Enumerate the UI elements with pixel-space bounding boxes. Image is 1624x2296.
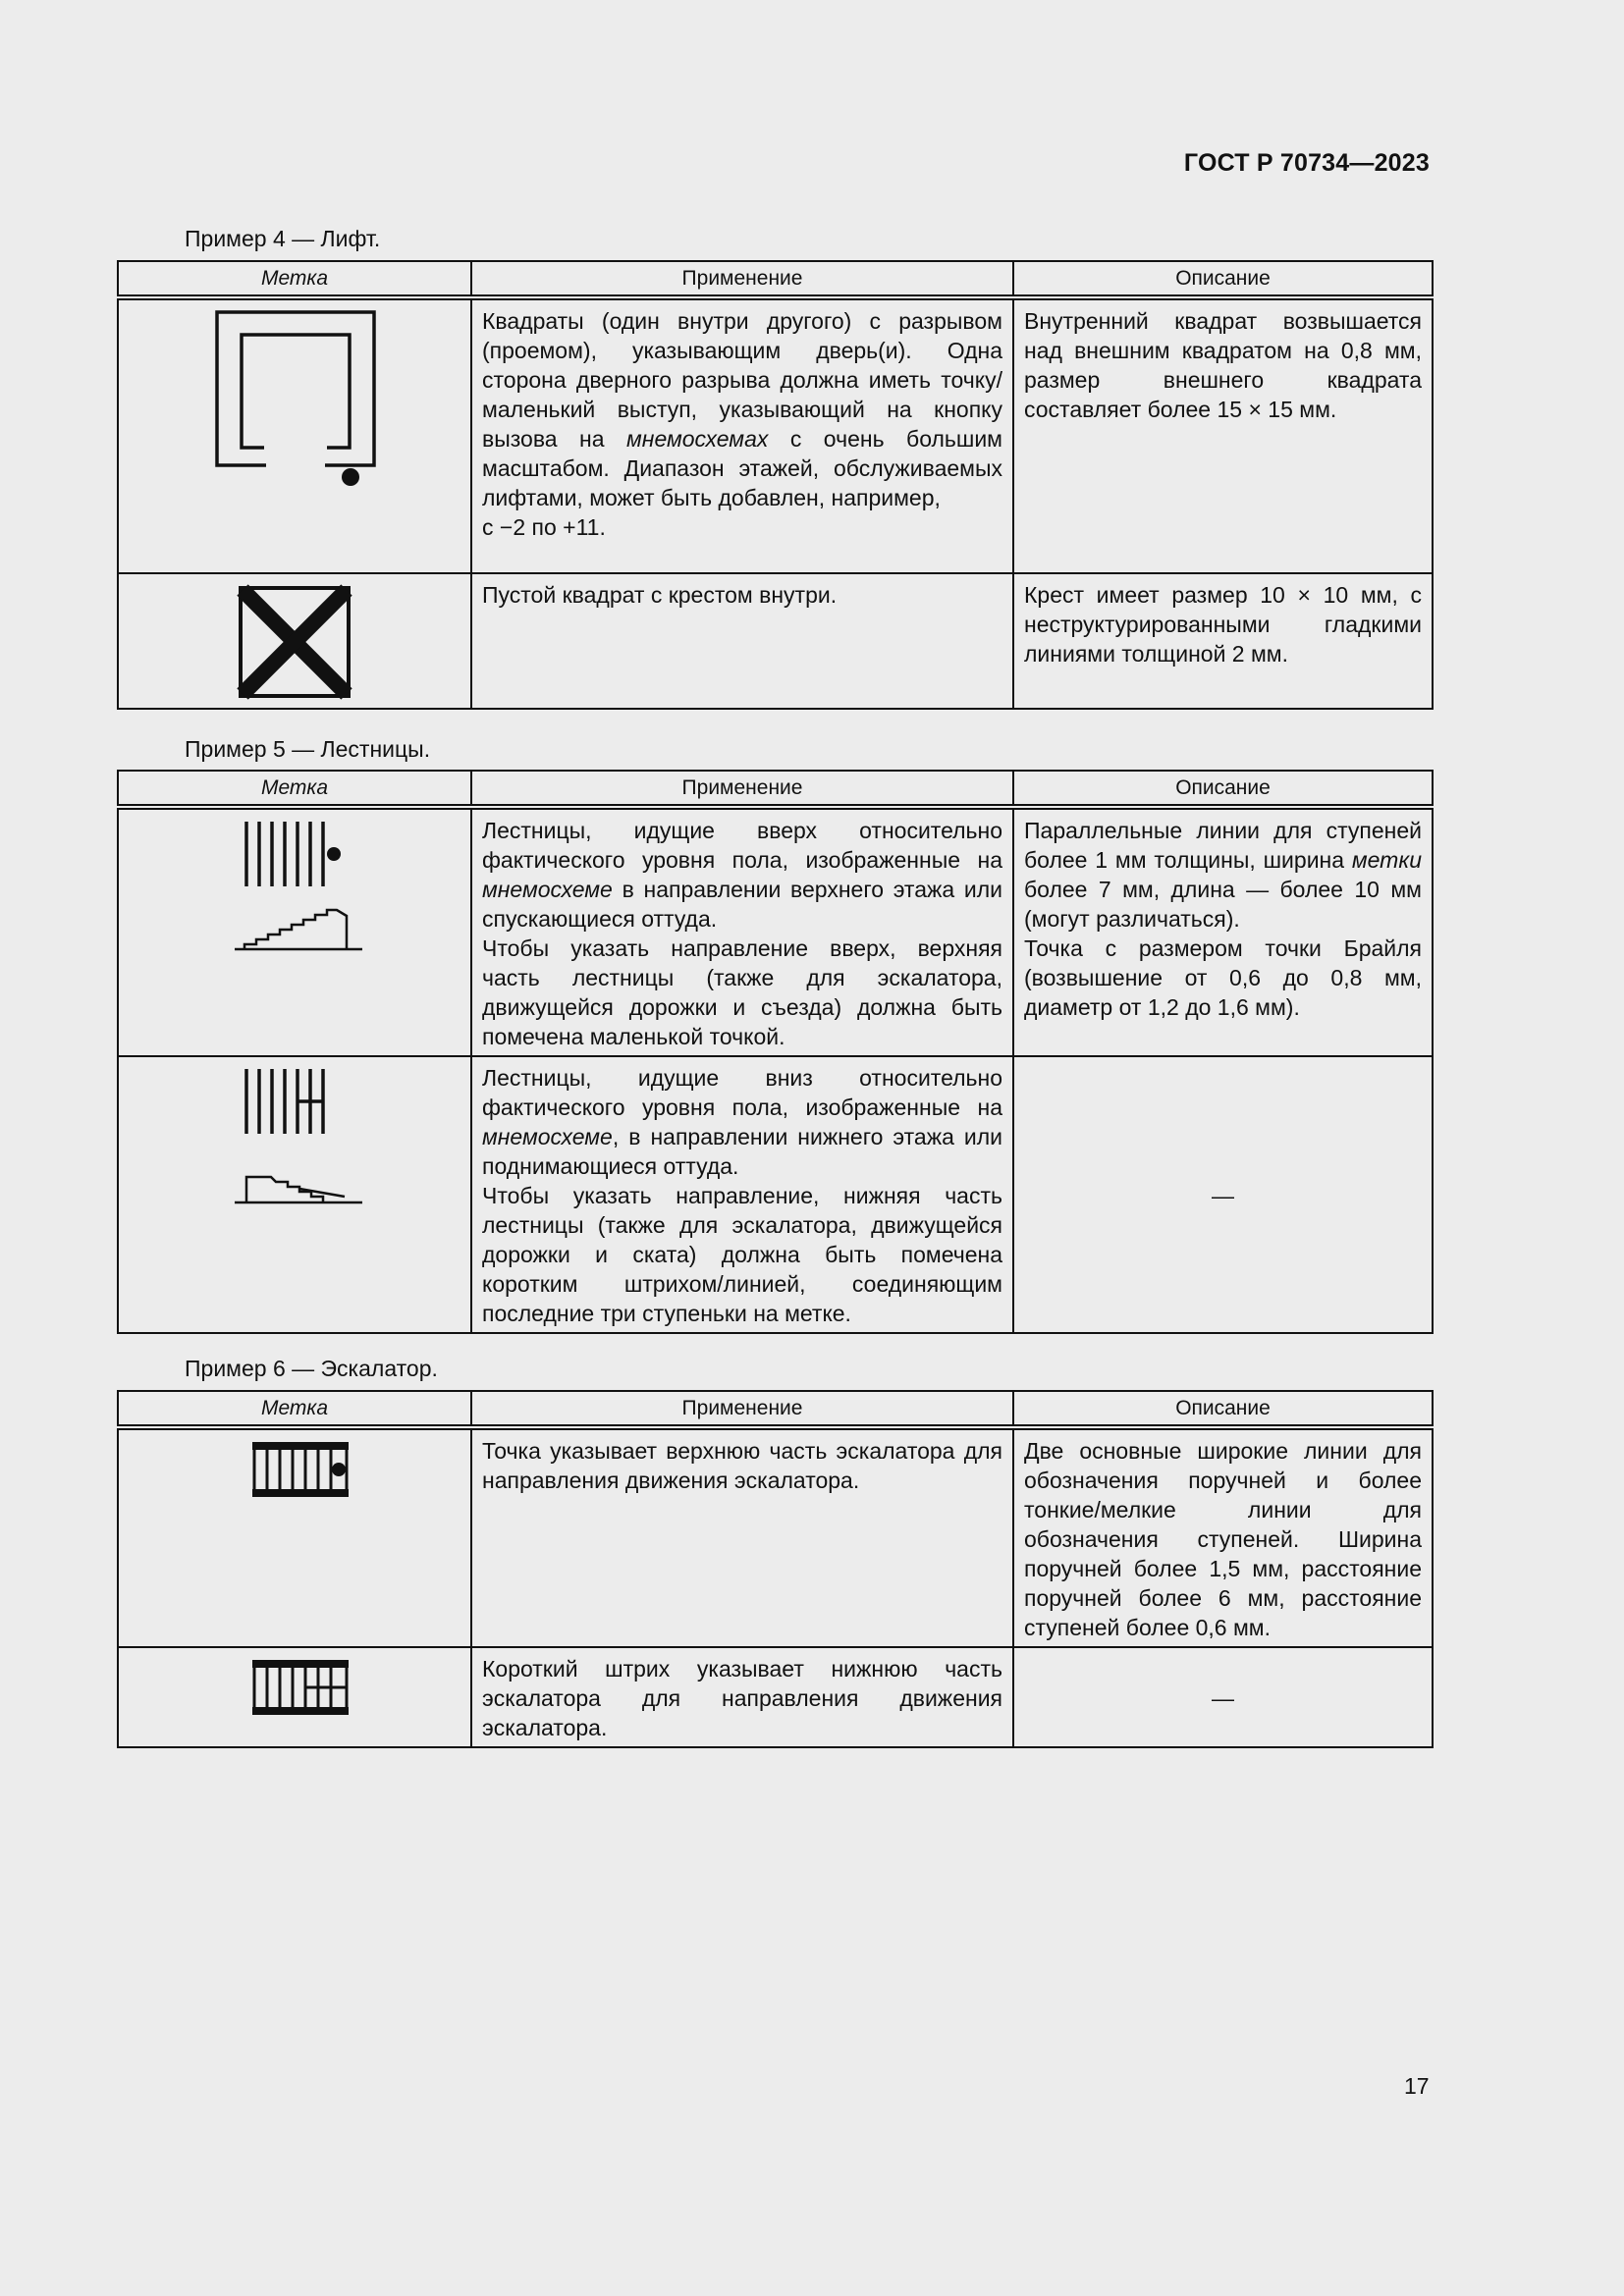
stairs-up-icon	[119, 810, 472, 957]
table-row	[118, 1427, 1433, 1647]
page-number: 17	[1404, 2073, 1430, 2099]
lift-door-icon	[119, 300, 472, 487]
mark-cell	[118, 807, 471, 1056]
table-row	[118, 1056, 1433, 1333]
application-cell: Пустой квадрат с крестом внутри.	[471, 573, 1013, 709]
mark-cell	[118, 1647, 471, 1747]
example-6-table	[117, 1390, 1434, 1748]
application-cell: Короткий штрих указывает нижнюю часть эскалатора для направления движения эскалатора.	[471, 1647, 1013, 1747]
column-header-application: Применение	[471, 771, 1013, 807]
table-row	[118, 807, 1433, 1056]
table-header-row	[118, 1391, 1433, 1427]
application-cell: Точка указывает верхнюю часть эскалатора для направления движения эскалатора.	[471, 1427, 1013, 1647]
mark-cell	[118, 1427, 471, 1647]
application-cell: Лестницы, идущие вниз относительно фактического уровня пола, изображенные на мнемосхеме, в направлении нижнего этажа или поднимающиеся оттуда. Чтобы указать направление, нижняя часть лестницы (также для эскалатора, движущейся дорожки и ската) должна быть помечена коротким штрихом/линией, соединяющим последние три ступеньки на метке.	[471, 1056, 1013, 1333]
mark-cell	[118, 573, 471, 709]
example-5-table	[117, 770, 1434, 1334]
example-5-caption: Пример 5 — Лестницы.	[185, 736, 431, 762]
table-row	[118, 297, 1433, 573]
stairs-down-icon	[119, 1057, 472, 1214]
table-row	[118, 1647, 1433, 1747]
column-header-description: Описание	[1013, 771, 1433, 807]
column-header-application: Применение	[471, 261, 1013, 297]
mark-cell	[118, 1056, 471, 1333]
description-cell: Параллельные линии для ступеней более 1 мм толщины, ширина метки более 7 мм, длина — более 10 мм (могут различаться). Точка с размером точки Брайля (возвышение от 0,6 до 0,8 мм, диаметр от 1,2 до 1,6 мм).	[1013, 807, 1433, 1056]
column-header-mark: Метка	[118, 771, 471, 807]
table-header-row	[118, 771, 1433, 807]
escalator-down-icon	[119, 1648, 472, 1727]
column-header-application: Применение	[471, 1391, 1013, 1427]
application-cell: Квадраты (один внутри другого) с разрывом (проемом), указывающим дверь(и). Одна сторона дверного разрыва должна иметь точку/маленький выступ, указывающий на кнопку вызова на мнемосхемах с очень большим масштабом. Диапазон этажей, обслуживаемых лифтами, может быть добавлен, например, с −2 по +11.	[471, 297, 1013, 573]
table-header-row	[118, 261, 1433, 297]
description-cell: Две основные широкие линии для обозначения поручней и более тонкие/мелкие линии для обозначения ступеней. Ширина поручней более 1,5 мм, расстояние поручней более 6 мм, расстояние ступеней более 0,6 мм.	[1013, 1427, 1433, 1647]
table-row	[118, 573, 1433, 709]
column-header-mark: Метка	[118, 1391, 471, 1427]
crossed-square-icon	[119, 574, 472, 702]
description-cell: —	[1013, 1647, 1433, 1747]
document-code: ГОСТ Р 70734—2023	[1183, 149, 1430, 177]
example-4-caption: Пример 4 — Лифт.	[185, 226, 381, 251]
example-4-table	[117, 260, 1434, 710]
example-6-caption: Пример 6 — Эскалатор.	[185, 1356, 438, 1381]
description-cell: Внутренний квадрат возвышается над внешним квадратом на 0,8 мм, размер внешнего квадрата составляет более 15 × 15 мм.	[1013, 297, 1433, 573]
column-header-mark: Метка	[118, 261, 471, 297]
description-cell: Крест имеет размер 10 × 10 мм, с неструктурированными гладкими линиями толщиной 2 мм.	[1013, 573, 1433, 709]
mark-cell	[118, 297, 471, 573]
escalator-up-icon	[119, 1430, 472, 1509]
application-cell: Лестницы, идущие вверх относительно фактического уровня пола, изображенные на мнемосхеме в направлении верхнего этажа или спускающиеся оттуда. Чтобы указать направление вверх, верхняя часть лестницы (также для эскалатора, движущейся дорожки и съезда) должна быть помечена маленькой точкой.	[471, 807, 1013, 1056]
column-header-description: Описание	[1013, 261, 1433, 297]
description-cell: —	[1013, 1056, 1433, 1333]
column-header-description: Описание	[1013, 1391, 1433, 1427]
